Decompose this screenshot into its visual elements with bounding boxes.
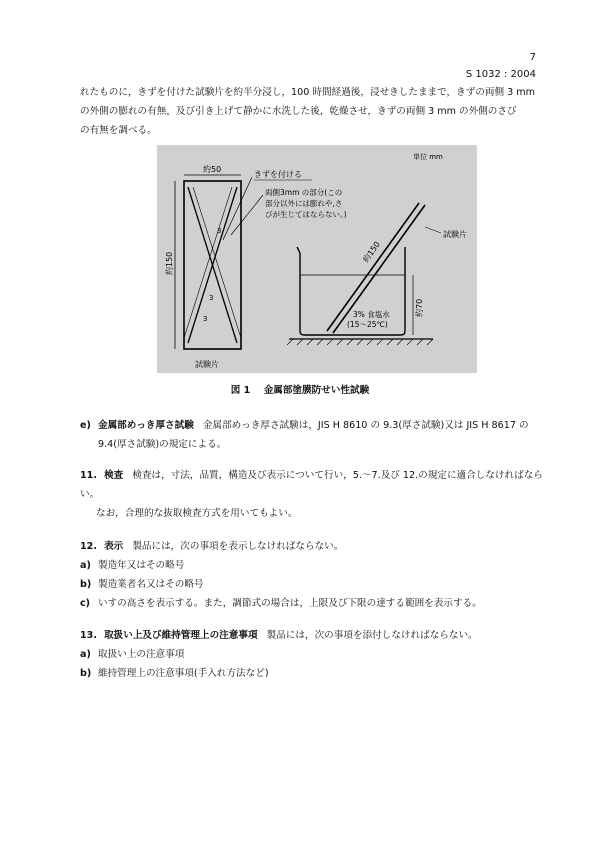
depth-label: 約70 (415, 298, 424, 317)
section-11-line-3: なお，合理的な抜取検査方式を用いてもよい。 (96, 508, 298, 519)
standard-number: S 1032 : 2004 (465, 69, 536, 80)
section-13-item-a: 取扱い上の注意事項 (98, 649, 185, 660)
scratch-label: きずを付ける (254, 170, 302, 179)
figure-caption (0, 382, 600, 396)
section-13-heading-line (80, 626, 478, 645)
specimen-label: 試験片 (443, 230, 467, 239)
figure-drawing (157, 145, 477, 373)
section-13-heading: 取扱い上及び維持管理上の注意事項 (104, 630, 258, 641)
section-11-line-2: い。 (80, 489, 100, 500)
section-e-body-1: 金属部めっき厚さ試験は，JIS H 8610 の 9.3(厚さ試験)又は JIS H 8617 の (202, 420, 529, 431)
section-e-marker: e) (80, 420, 91, 431)
section-11-heading: 検査 (104, 470, 124, 481)
section-13-intro: 製品には，次の事項を添付しなければならない。 (266, 630, 478, 641)
ground-hatching (287, 339, 433, 345)
section-12-item-c: いすの高さを表示する。また，調節式の場合は，上限及び下限の達する範囲を表示する。 (98, 598, 482, 609)
diagonal-length-label: 約150 (361, 239, 382, 265)
section-11-body-1: 検査は，寸法，品質，構造及び表示について行い，5.～7.及び 12.の規定に適合しなければなら (132, 470, 543, 481)
intro-line-1: れたものに，きずを付けた試験片を約半分浸し，100 時間経過後，浸せきしたままで，きずの両側 3 mm (80, 87, 535, 98)
note-line-1: 両側3mm の部分(この (265, 188, 343, 197)
section-11-number: 11. (80, 470, 97, 481)
temperature-label: (15～25℃) (347, 320, 388, 329)
dimension-3-label-lower: 3 (209, 294, 214, 302)
section-12-intro: 製品には，次の事項を表示しなければならない。 (132, 541, 344, 552)
figure-number: 図 1 (230, 385, 251, 396)
section-13-number: 13. (80, 630, 97, 641)
section-e-line-1 (98, 416, 529, 435)
section-12-item-a: 製造年又はその略号 (98, 560, 185, 571)
scratch-leader-line (223, 177, 252, 240)
section-12-item-c-marker: c) (80, 598, 91, 609)
offset-line-2 (184, 187, 232, 338)
unit-label: 単位 mm (413, 153, 443, 161)
section-11-line-1 (80, 466, 543, 485)
offset-line-1 (193, 187, 241, 338)
height-label: 約150 (165, 251, 174, 275)
section-13-item-a-marker: a) (80, 649, 91, 660)
note-leader-line (231, 195, 263, 235)
dimension-3-label: 3 (217, 227, 222, 235)
page-number: 7 (529, 52, 536, 63)
note-line-2: 部分以外には膨れや,さ (265, 199, 343, 208)
intro-line-2: の外側の膨れの有無，及び引き上げて静かに水洗した後，乾燥させ，きずの両側 3 mm の外側のさび (80, 106, 517, 117)
width-label: 約50 (203, 165, 222, 174)
section-12-heading: 表示 (104, 541, 124, 552)
figure-title: 金属部塗膜防せい性試験 (263, 385, 370, 396)
panel-caption: 試験片 (195, 360, 219, 369)
section-12-item-b: 製造業者名又はその略号 (98, 579, 204, 590)
section-e-heading: 金属部めっき厚さ試験 (98, 420, 194, 431)
section-e-line-2: 9.4(厚さ試験)の規定による。 (98, 439, 227, 450)
section-13-item-b: 維持管理上の注意事項(手入れ方法など) (98, 668, 269, 679)
section-13-item-b-marker: b) (80, 668, 92, 679)
intro-line-3: の有無を調べる。 (80, 125, 157, 136)
section-12-heading-line (80, 537, 343, 556)
specimen-leader-line (425, 227, 441, 233)
figure-1 (157, 145, 477, 373)
note-line-3: びが生じてはならない。) (265, 210, 347, 219)
section-12-number: 12. (80, 541, 97, 552)
dimension-3-label-bottom: 3 (203, 315, 208, 323)
section-12-item-a-marker: a) (80, 560, 91, 571)
section-12-item-b-marker: b) (80, 579, 92, 590)
salt-solution-label: 3% 食塩水 (353, 310, 390, 319)
